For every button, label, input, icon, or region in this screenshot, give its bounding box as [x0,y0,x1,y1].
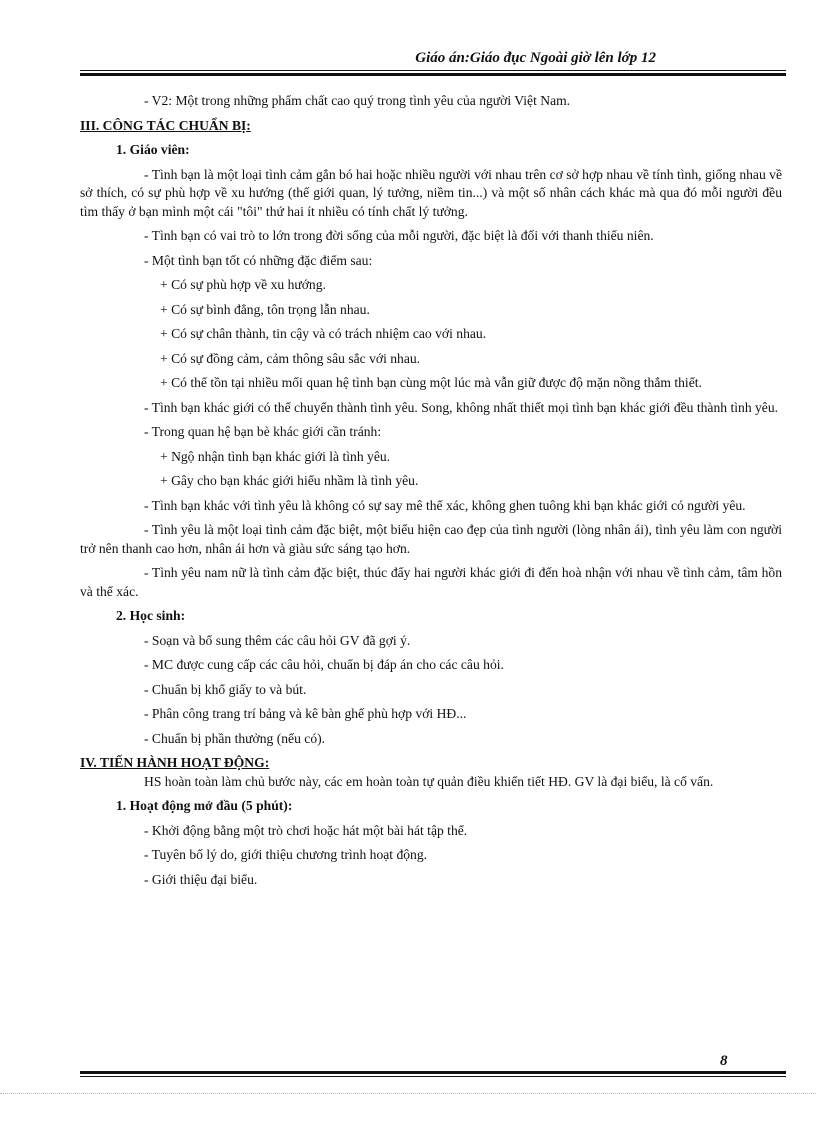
footer-rule-thin [80,1076,786,1077]
teacher-paragraph-7: - Tình yêu là một loại tình cảm đặc biệt, một biểu hiện cao đẹp của tình người (lòng nhân ái), tình yêu làm con người trở nên thanh cao hơn, nhân ái hơn và giàu sức sáng tạo hơn. [80,522,782,556]
footer-rule-thick [80,1071,786,1074]
header-rule-thin [80,70,786,71]
activity-1-heading: 1. Hoạt động mở đầu (5 phút): [116,798,293,813]
student-item: - Chuẩn bị phần thưởng (nếu có). [144,730,326,746]
student-item: - Chuẩn bị khổ giấy to và bút. [144,681,307,697]
bullet-item: + Có sự chân thành, tin cậy và có trách nhiệm cao với nhau. [160,326,487,341]
section-4-title: IV. TIẾN HÀNH HOẠT ĐỘNG: [80,755,270,770]
bullet-item: + Có sự bình đẳng, tôn trọng lẫn nhau. [160,301,370,317]
header-rule-thick [80,73,786,76]
bullet-item: + Có thể tồn tại nhiều mối quan hệ tình bạn cùng một lúc mà vẫn giữ được độ mặn nồng thắm thiết. [160,375,702,390]
teacher-paragraph-6: - Tình bạn khác với tình yêu là không có sự say mê thể xác, không ghen tuông khi bạn khác giới có người yêu. [144,497,746,513]
student-heading: 2. Học sinh: [116,608,186,623]
bullet-item: + Gây cho bạn khác giới hiểu nhầm là tình yêu. [160,473,419,488]
activity-item: - Khởi động bằng một trò chơi hoặc hát một bài hát tập thể. [144,822,468,838]
teacher-paragraph-1: - Tình bạn là một loại tình cảm gắn bó hai hoặc nhiều người với nhau trên cơ sở hợp nhau về tính tình, giống nhau về sở thích, có sự phù hợp về xu hướng (thế giới quan, lý tưởng, niềm tin...) và một số nhân cách khác mà qua đó mỗi người đều tìm thấy ở bạn mình một cái "tôi" thứ hai ít nhiều có tính chất lý tưởng. [80,166,782,219]
section-3-title: III. CÔNG TÁC CHUẨN BỊ: [80,117,251,133]
activity-item: - Tuyên bố lý do, giới thiệu chương trình hoạt động. [144,847,428,862]
bullet-item: + Ngộ nhận tình bạn khác giới là tình yêu. [160,448,391,464]
teacher-paragraph-8: - Tình yêu nam nữ là tình cảm đặc biệt, thúc đẩy hai người khác giới đi đến hoà nhận với nhau về tình cảm, tâm hồn và thể xác. [80,565,782,599]
page-break-line [0,1093,816,1094]
teacher-paragraph-4: - Tình bạn khác giới có thể chuyển thành tình yêu. Song, không nhất thiết mọi tình bạn khác giới đều thành tình yêu. [144,399,779,415]
student-item: - Soạn và bổ sung thêm các câu hỏi GV đã gợi ý. [144,632,411,648]
teacher-paragraph-2: - Tình bạn có vai trò to lớn trong đời sống của mỗi người, đặc biệt là đối với thanh thiếu niên. [144,228,654,243]
student-item: - MC được cung cấp các câu hỏi, chuẩn bị đáp án cho các câu hỏi. [144,657,504,672]
page-number: 8 [720,1053,728,1069]
bullet-item: + Có sự đồng cảm, cảm thông sâu sắc với nhau. [160,350,421,366]
document-body [80,92,782,895]
teacher-heading: 1. Giáo viên: [116,142,190,157]
student-item: - Phân công trang trí bảng và kê bàn ghế phù hợp với HĐ... [144,706,467,721]
section-4-paragraph: HS hoàn toàn làm chủ bước này, các em hoàn toàn tự quản điều khiển tiết HĐ. GV là đại biểu, là cố vấn. [144,773,714,789]
teacher-paragraph-3: - Một tình bạn tốt có những đặc điểm sau: [144,252,373,268]
activity-item: - Giới thiệu đại biểu. [144,871,258,887]
bullet-item: + Có sự phù hợp về xu hướng. [160,277,326,292]
intro-line: - V2: Một trong những phẩm chất cao quý trong tình yêu của người Việt Nam. [144,93,571,108]
header-title: Giáo án:Giáo đục Ngoài giờ lên lớp 12 [415,50,656,66]
teacher-paragraph-5: - Trong quan hệ bạn bè khác giới cần tránh: [144,424,382,439]
